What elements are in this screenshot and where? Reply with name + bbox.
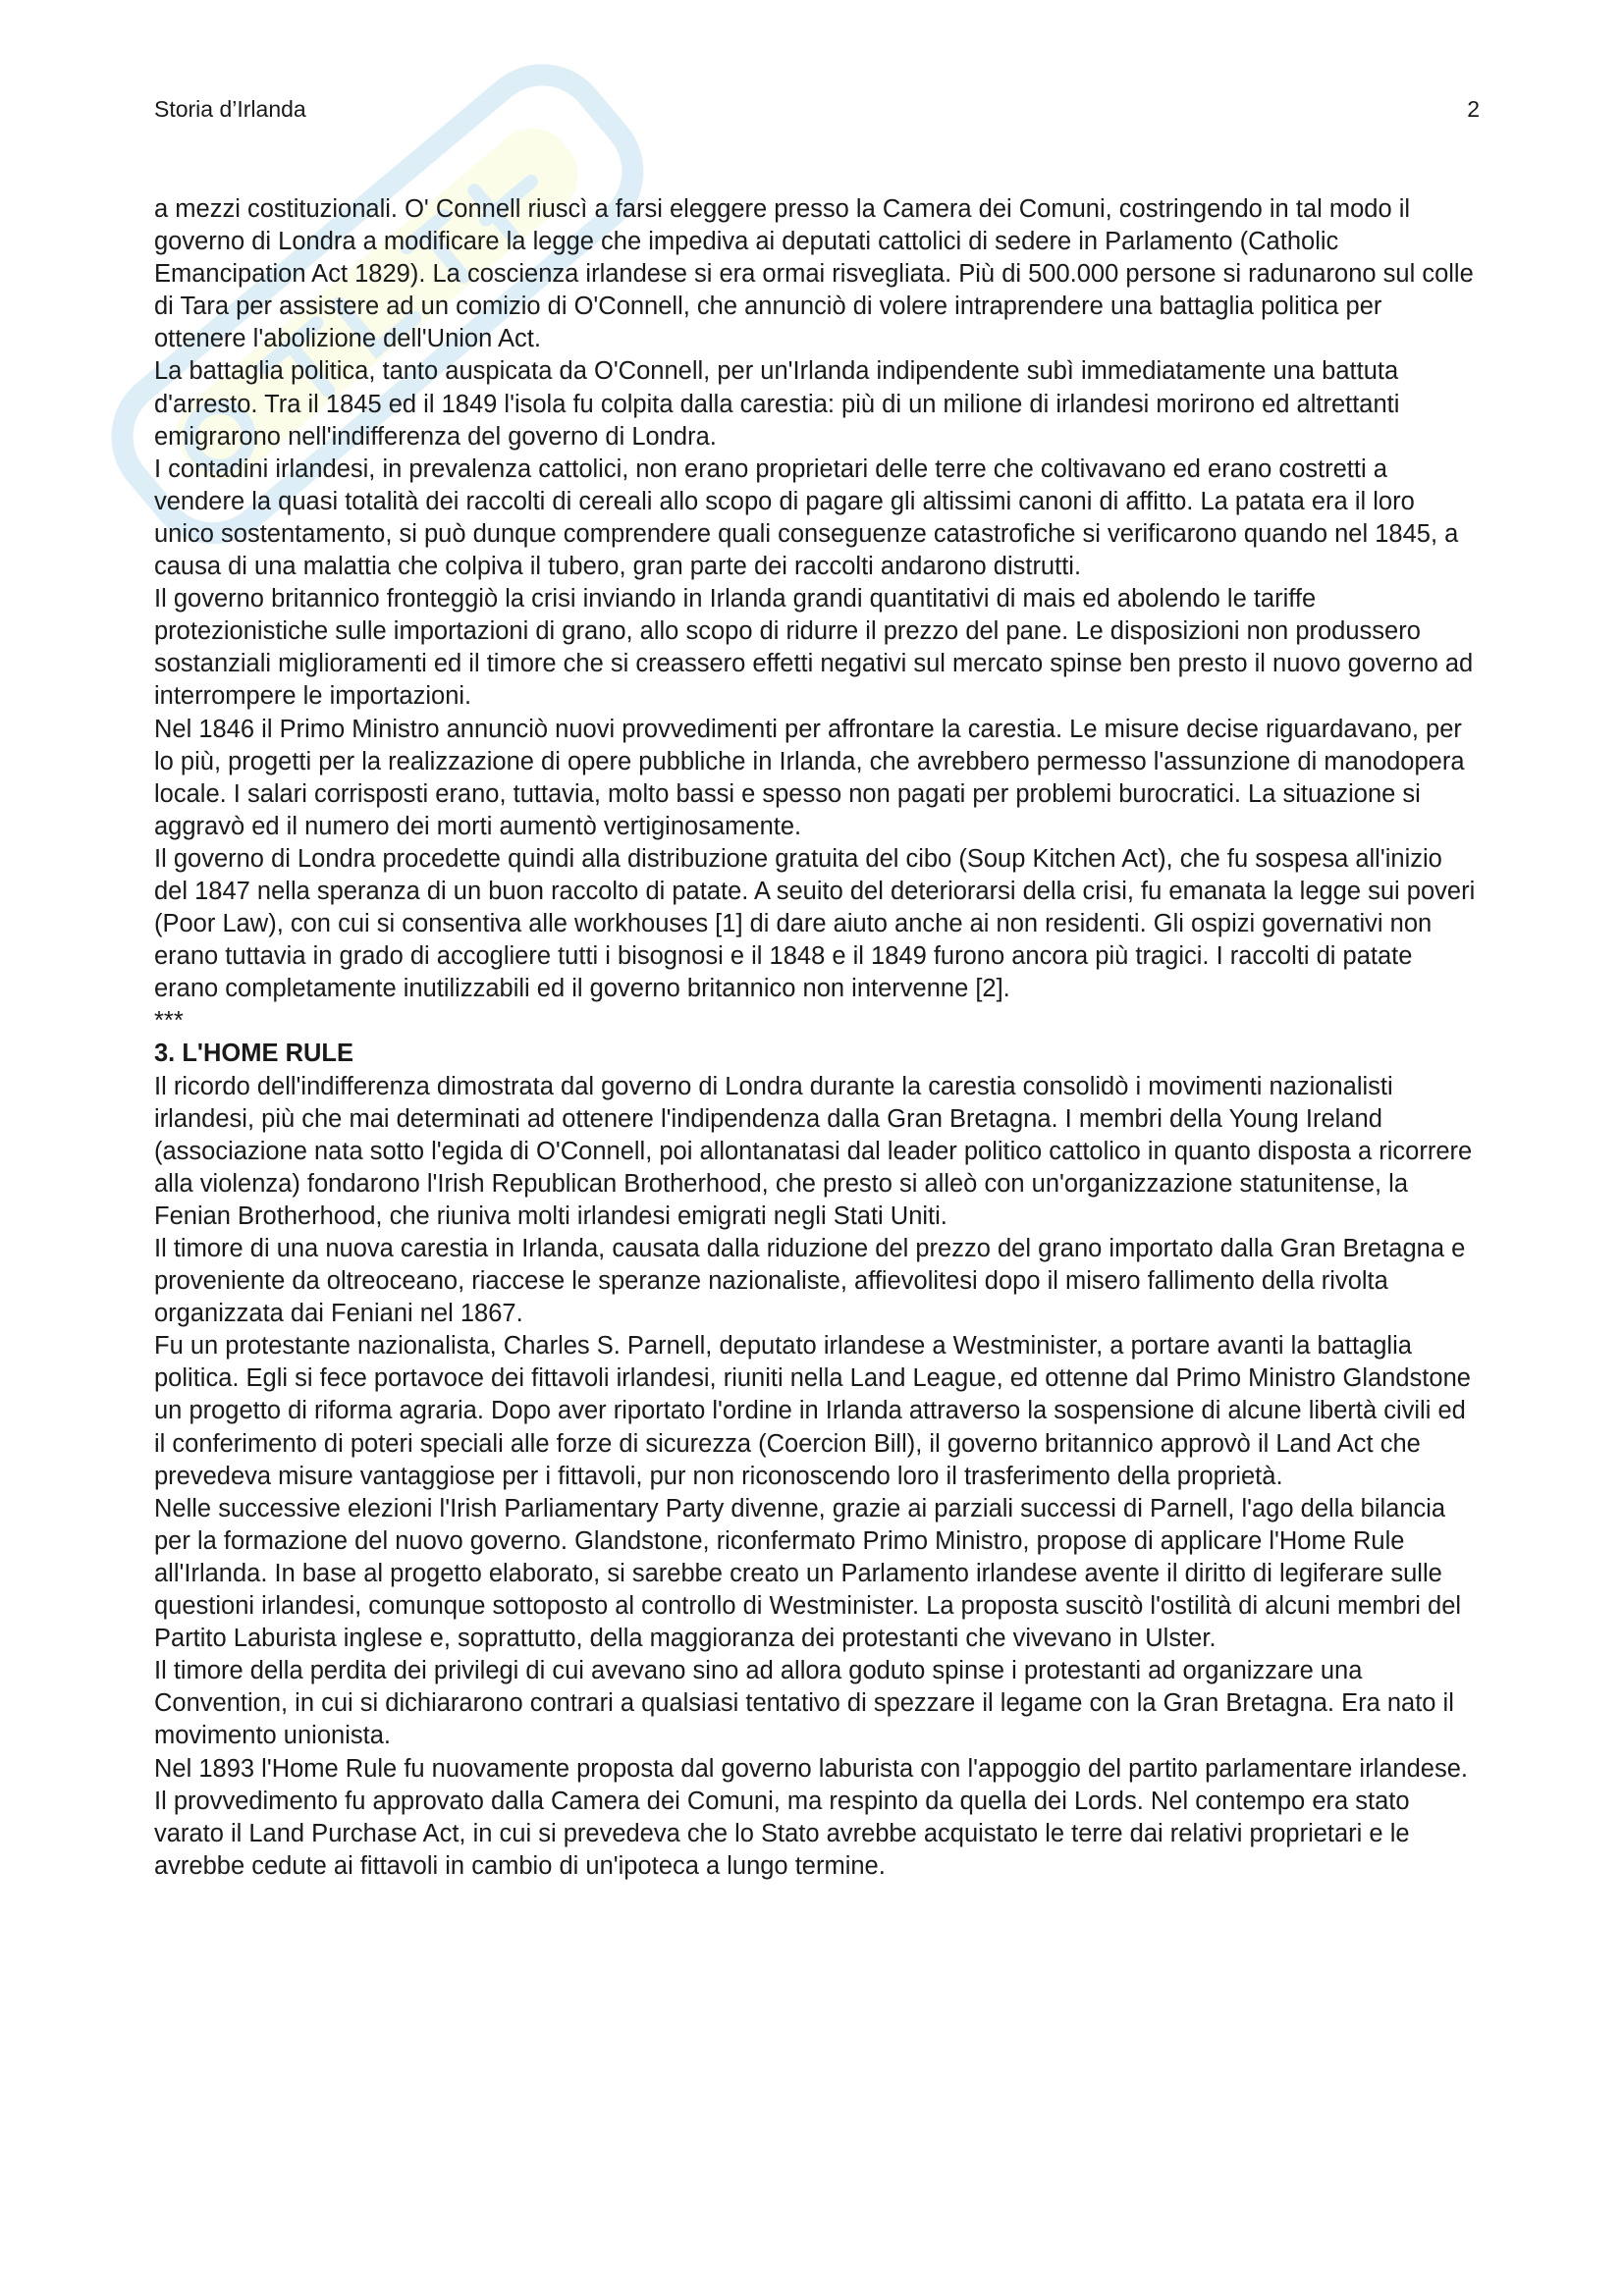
paragraph: Nel 1846 il Primo Ministro annunciò nuovi provvedimenti per affrontare la carestia. Le misure decise riguardavano, per lo più, progetti per la realizzazione di opere pubbliche in Irlanda, che avrebbero permesso l'assunzione di manodopera locale. I salari corrisposti erano, tuttavia, molto bassi e spesso non pagati per problemi burocratici. La situazione si aggravò ed il numero dei morti aumentò vertiginosamente. [154, 715, 1465, 840]
paragraph: Il ricordo dell'indifferenza dimostrata dal governo di Londra durante la carestia consolidò i movimenti nazionalisti irlandesi, più che mai determinati ad ottenere l'indipendenza dalla Gran Bretagna. I membri della Young Ireland (associazione nata sotto l'egida di O'Connell, poi allontanatasi dal leader politico cattolico in quanto disposta a ricorrere alla violenza) fondarono l'Irish Republican Brotherhood, che presto si alleò con un'organizzazione statunitense, la Fenian Brotherhood, che riuniva molti irlandesi emigrati negli Stati Uniti. [154, 1072, 1473, 1230]
document-title: Storia d’Irlanda [154, 96, 306, 122]
page-header [154, 96, 1480, 135]
paragraph: a mezzi costituzionali. O' Connell riuscì a farsi eleggere presso la Camera dei Comuni, costringendo in tal modo il governo di Londra a modificare la legge che impediva ai deputati cattolici di sedere in Parlamento (Catholic Emancipation Act 1829). La coscienza irlandese si era ormai risvegliata. Più di 500.000 persone si radunarono sul colle di Tara per assistere ad un comizio di O'Connell, che annunciò di volere intraprendere una battaglia politica per ottenere l'abolizione dell'Union Act. [154, 195, 1474, 353]
paragraph: Fu un protestante nazionalista, Charles S. Parnell, deputato irlandese a Westminister, a portare avanti la battaglia politica. Egli si fece portavoce dei fittavoli irlandesi, riuniti nella Land League, ed ottenne dal Primo Ministro Glandstone un progetto di riforma agraria. Dopo aver riportato l'ordine in Irlanda attraverso la sospensione di alcune libertà civili ed il conferimento di poteri speciali alle forze di sicurezza (Coercion Bill), il governo britannico approvò il Land Act che prevedeva misure vantaggiose per i fittavoli, pur non riconoscendo loro il trasferimento della proprietà. [154, 1332, 1471, 1490]
paragraph: I contadini irlandesi, in prevalenza cattolici, non erano proprietari delle terre che coltivavano ed erano costretti a vendere la quasi totalità dei raccolti di cereali allo scopo di pagare gli altissimi canoni di affitto. La patata era il loro unico sostentamento, si può dunque comprendere quali conseguenze catastrofiche si verificarono quando nel 1845, a causa di una malattia che colpiva il tubero, gran parte dei raccolti andarono distrutti. [154, 454, 1459, 581]
section-separator: *** [154, 1007, 184, 1036]
paragraph: Nelle successive elezioni l'Irish Parliamentary Party divenne, grazie ai parziali successi di Parnell, l'ago della bilancia per la formazione del nuovo governo. Glandstone, riconfermato Primo Ministro, propose di applicare l'Home Rule all'Irlanda. In base al progetto elaborato, si sarebbe creato un Parlamento irlandese avente il diritto di legiferare sulle questioni irlandesi, comunque sottoposto al controllo di Westminister. La proposta suscitò l'ostilità di alcuni membri del Partito Laburista inglese e, soprattutto, della maggioranza dei protestanti che vivevano in Ulster. [154, 1494, 1462, 1653]
document-body [154, 193, 1480, 1883]
section-heading: 3. L'HOME RULE [154, 1040, 353, 1068]
paragraph: Nel 1893 l'Home Rule fu nuovamente proposta dal governo laburista con l'appoggio del partito parlamentare irlandese. Il provvedimento fu approvato dalla Camera dei Comuni, ma respinto da quella dei Lords. Nel contempo era stato varato il Land Purchase Act, in cui si prevedeva che lo Stato avrebbe acquistato le terre dai relativi proprietari e le avrebbe cedute ai fittavoli in cambio di un'ipoteca a lungo termine. [154, 1754, 1468, 1880]
paragraph: Il governo britannico fronteggiò la crisi inviando in Irlanda grandi quantitativi di mais ed abolendo le tariffe protezionistiche sulle importazioni di grano, allo scopo di ridurre il prezzo del pane. Le disposizioni non produssero sostanziali miglioramenti ed il timore che si creassero effetti negativi sul mercato spinse ben presto il nuovo governo ad interrompere le importazioni. [154, 585, 1474, 711]
paragraph: Il timore della perdita dei privilegi di cui avevano sino ad allora goduto spinse i protestanti ad organizzare una Convention, in cui si dichiararono contrari a qualsiasi tentativo di spezzare il legame con la Gran Bretagna. Era nato il movimento unionista. [154, 1657, 1454, 1750]
paragraph: Il governo di Londra procedette quindi alla distribuzione gratuita del cibo (Soup Kitchen Act), che fu sospesa all'inizio del 1847 nella speranza di un buon raccolto di patate. A seuito del deteriorarsi della crisi, fu emanata la legge sui poveri (Poor Law), con cui si consentiva alle workhouses [1] di dare aiuto anche ai non residenti. Gli ospizi governativi non erano tuttavia in grado di accogliere tutti i bisognosi e il 1848 e il 1849 furono ancora più tragici. I raccolti di patate erano completamente inutilizzabili ed il governo britannico non intervenne [2]. [154, 844, 1476, 1003]
paragraph: La battaglia politica, tanto auspicata da O'Connell, per un'Irlanda indipendente subì immediatamente una battuta d'arresto. Tra il 1845 ed il 1849 l'isola fu colpita dalla carestia: più di un milione di irlandesi morirono ed altrettanti emigrarono nell'indifferenza del governo di Londra. [154, 357, 1400, 451]
page-number: 2 [1467, 96, 1480, 122]
paragraph: Il timore di una nuova carestia in Irlanda, causata dalla riduzione del prezzo del grano importato dalla Gran Bretagna e proveniente da oltreoceano, riaccese le speranze nazionaliste, affievolitesi dopo il misero fallimento della rivolta organizzata dai Feniani nel 1867. [154, 1235, 1466, 1328]
